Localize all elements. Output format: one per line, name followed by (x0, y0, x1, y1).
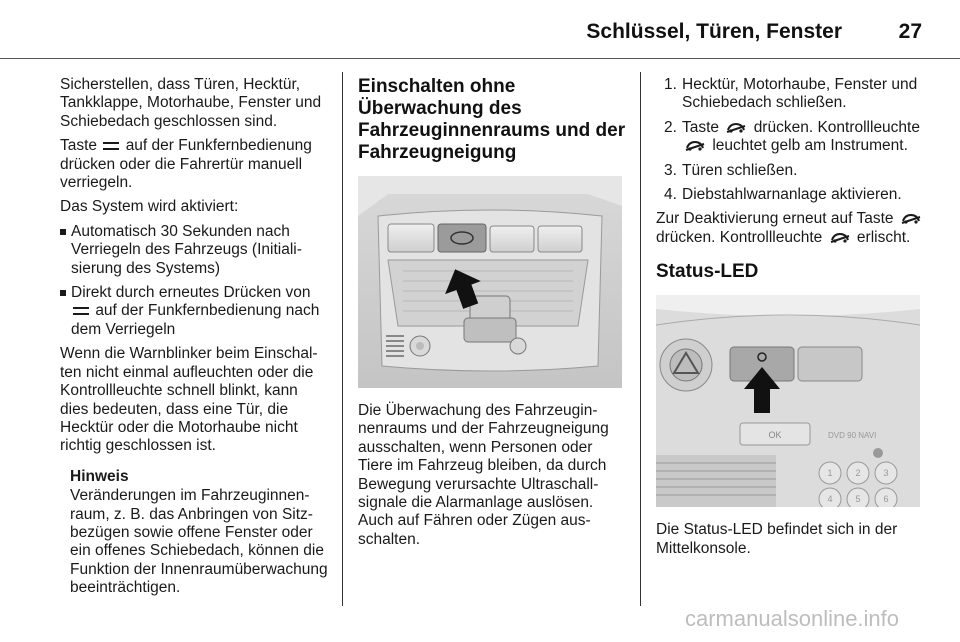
hint-text: Veränderungen im Fahrzeuginnenraum, z. B. das Anbringen von Sitzbezügen sowie offene Fenster oder ein offenes Schiebedach, können die Funktion der Innenraumüberwachung beeinträchtigen. (70, 487, 328, 597)
ok-button-label: OK (768, 430, 782, 441)
key-5: 5 (855, 494, 861, 505)
paragraph-disable: Die Überwachung des Fahrzeuginnenraums und der Fahrzeugneigung ausschalten, wenn Personen oder Tiere im Fahrzeug bleiben, da durch Bewegung verursachte Ultraschallsignale die Alarmanlage auslösen. Auch auf Fähren oder Zügen ausschalten. (358, 402, 609, 548)
paragraph-deactivate: Zur Deaktivierung erneut auf Taste drücken. Kontrollleuchte erlischt. (656, 210, 924, 247)
page-header (0, 0, 960, 62)
paragraph-lock: Taste auf der Funkfernbedienung drücken oder die Fahrertür manuell verriegeln. (60, 137, 312, 192)
roof-console-illustration (358, 176, 622, 388)
key-6: 6 (883, 494, 889, 505)
hint-box (60, 468, 328, 598)
paragraph-warning: Wenn die Warnblinker beim Einschalten nicht einmal aufleuchten oder die Kontrollleuchte schnell blinkt, kann dies bedeuten, dass eine Tür, die Hecktür oder die Motorhaube nicht richtig geschlossen ist. (60, 345, 318, 455)
page-number: 27 (898, 20, 922, 43)
car-sensor-icon (684, 140, 706, 152)
key-2: 2 (855, 468, 861, 479)
column-left (60, 76, 328, 598)
activation-list (60, 223, 328, 339)
header-divider (0, 58, 960, 59)
steps-list (656, 76, 924, 204)
paragraph-activated: Das System wird aktiviert: (60, 198, 239, 216)
hint-title: Hinweis (70, 467, 129, 485)
lock-key-icon (103, 141, 119, 151)
key-4: 4 (827, 494, 833, 505)
list-item: 2. Taste drücken. Kontrollleuchte leuchtet gelb am Instrument. (664, 118, 920, 155)
center-console-illustration (656, 295, 920, 507)
page-title: Schlüssel, Türen, Fenster (586, 20, 842, 43)
column-right (656, 76, 924, 564)
list-item: Automatisch 30 Sekunden nach Verriegeln des Fahrzeugs (Initialisierung des Systems) (60, 223, 328, 278)
car-sensor-icon (725, 122, 747, 134)
key-3: 3 (883, 468, 889, 479)
column-middle (358, 76, 626, 555)
section-heading-status-led: Status-LED (656, 261, 759, 283)
radio-model-label: DVD 90 NAVI (828, 431, 877, 441)
paragraph-led-location: Die Status-LED befindet sich in der Mittelkonsole. (656, 521, 898, 557)
column-divider-left (342, 72, 343, 606)
list-item: 1. Hecktür, Motorhaube, Fenster und Schiebedach schließen. (664, 76, 918, 112)
list-item: 3. Türen schließen. (664, 161, 798, 179)
section-heading: Einschalten ohne Überwachung des Fahrzeuginnenraums und der Fahrzeugneigung (358, 76, 626, 163)
column-divider-right (640, 72, 641, 606)
watermark: carmanualsonline.info (685, 606, 900, 631)
car-sensor-icon (900, 213, 922, 225)
paragraph-check: Sicherstellen, dass Türen, Hecktür, Tankklappe, Motorhaube, Fenster und Schiebedach geschlossen sind. (60, 76, 322, 130)
list-item: Direkt durch erneutes Drücken von auf der Funkfernbedienung nach dem Verriegeln (60, 284, 328, 339)
car-sensor-icon (829, 232, 851, 244)
key-1: 1 (827, 468, 833, 479)
lock-key-icon (73, 306, 89, 316)
list-item: 4. Diebstahlwarnanlage aktivieren. (664, 186, 902, 204)
